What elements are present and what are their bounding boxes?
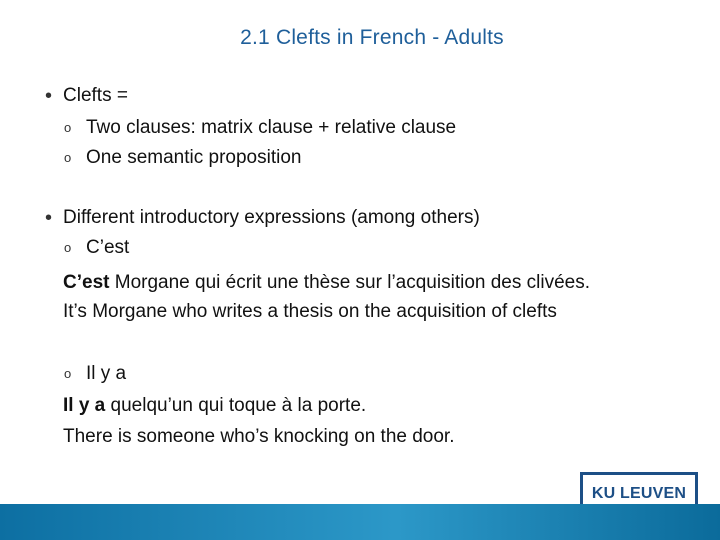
- expression-ilya-label: Il y a: [86, 363, 127, 384]
- bullet-icon: •: [45, 85, 53, 107]
- circle-bullet-icon: o: [64, 240, 72, 255]
- example-ilya-english: There is someone who’s knocking on the door.: [63, 426, 455, 447]
- circle-bullet-icon: o: [64, 120, 72, 135]
- bullet-clefts-label: Clefts =: [63, 85, 128, 106]
- bullet-icon: •: [45, 207, 53, 229]
- footer-band: [0, 504, 720, 540]
- example-cest-french: [63, 271, 590, 295]
- slide-title: 2.1 Clefts in French - Adults: [240, 26, 504, 49]
- example-ilya-french: [63, 394, 366, 418]
- circle-bullet-icon: o: [64, 366, 72, 381]
- example-cest-rest: Morgane qui écrit une thèse sur l’acquisition des clivées.: [109, 272, 590, 293]
- example-cest-english: It’s Morgane who writes a thesis on the acquisition of clefts: [63, 301, 557, 322]
- subitem-two-clauses: Two clauses: matrix clause + relative clause: [86, 117, 457, 138]
- subitem-one-proposition: One semantic proposition: [86, 147, 302, 168]
- circle-bullet-icon: o: [64, 150, 72, 165]
- logo-text: KU LEUVEN: [591, 485, 687, 502]
- bullet-introductory-expressions: Different introductory expressions (among others): [63, 207, 480, 228]
- example-ilya-rest: quelqu’un qui toque à la porte.: [105, 395, 367, 416]
- example-cest-bold-part: C’est: [63, 272, 110, 293]
- example-ilya-bold-part: Il y a: [63, 395, 106, 416]
- expression-cest-label: C’est: [86, 237, 130, 258]
